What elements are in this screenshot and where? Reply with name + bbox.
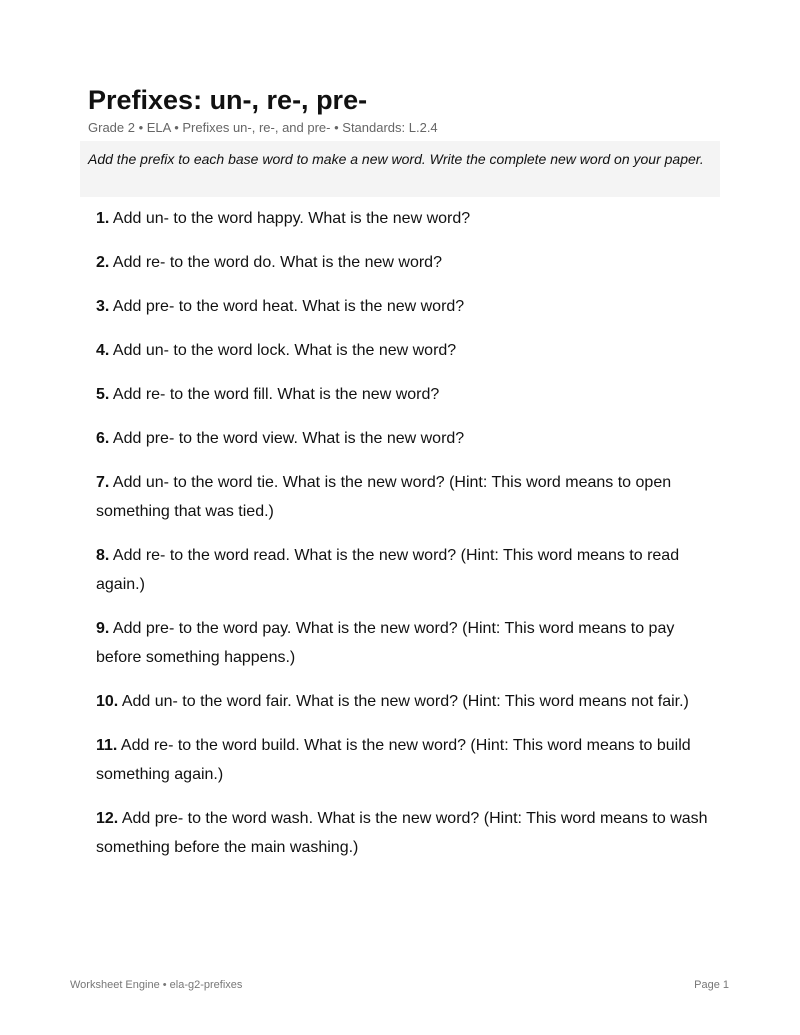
question-number: 10. [96, 693, 119, 710]
question-text: Add re- to the word fill. What is the new word? [112, 386, 440, 403]
question-text: Add pre- to the word pay. What is the new word? (Hint: This word means to pay before something happens.) [96, 620, 675, 666]
question-list [96, 204, 716, 877]
question-number: 12. [96, 810, 119, 827]
question-text: Add un- to the word tie. What is the new word? (Hint: This word means to open something that was tied.) [96, 474, 672, 520]
question-item [96, 541, 716, 599]
question-text: Add pre- to the word heat. What is the new word? [112, 298, 465, 315]
instructions-box: Add the prefix to each base word to make a new word. Write the complete new word on your paper. [80, 141, 720, 197]
question-item [96, 424, 716, 453]
question-number: 11. [96, 737, 118, 754]
page-title: Prefixes: un-, re-, pre- [88, 85, 368, 115]
question-item [96, 468, 716, 526]
question-number: 2. [96, 254, 110, 271]
question-text: Add re- to the word build. What is the new word? (Hint: This word means to build something again.) [96, 737, 691, 783]
question-text: Add un- to the word fair. What is the new word? (Hint: This word means not fair.) [121, 693, 689, 710]
question-number: 4. [96, 342, 110, 359]
question-number: 5. [96, 386, 110, 403]
question-text: Add pre- to the word view. What is the new word? [112, 430, 465, 447]
question-text: Add re- to the word do. What is the new word? [112, 254, 442, 271]
question-item [96, 292, 716, 321]
question-item [96, 248, 716, 277]
question-number: 3. [96, 298, 110, 315]
worksheet-subtitle: Grade 2 • ELA • Prefixes un-, re-, and pre- • Standards: L.2.4 [88, 120, 438, 135]
question-item [96, 687, 716, 716]
question-text: Add re- to the word read. What is the new word? (Hint: This word means to read again.) [96, 547, 680, 593]
question-number: 8. [96, 547, 110, 564]
question-item [96, 614, 716, 672]
footer-source: Worksheet Engine • ela-g2-prefixes [70, 979, 243, 991]
question-item [96, 804, 716, 862]
question-item [96, 380, 716, 409]
question-item [96, 731, 716, 789]
question-number: 9. [96, 620, 110, 637]
question-item [96, 204, 716, 233]
question-text: Add un- to the word happy. What is the new word? [112, 210, 471, 227]
question-number: 7. [96, 474, 110, 491]
question-item [96, 336, 716, 365]
question-number: 1. [96, 210, 110, 227]
question-text: Add pre- to the word wash. What is the new word? (Hint: This word means to wash something before the main washing.) [96, 810, 708, 856]
footer-page-number: Page 1 [694, 979, 729, 991]
question-text: Add un- to the word lock. What is the new word? [112, 342, 457, 359]
question-number: 6. [96, 430, 110, 447]
